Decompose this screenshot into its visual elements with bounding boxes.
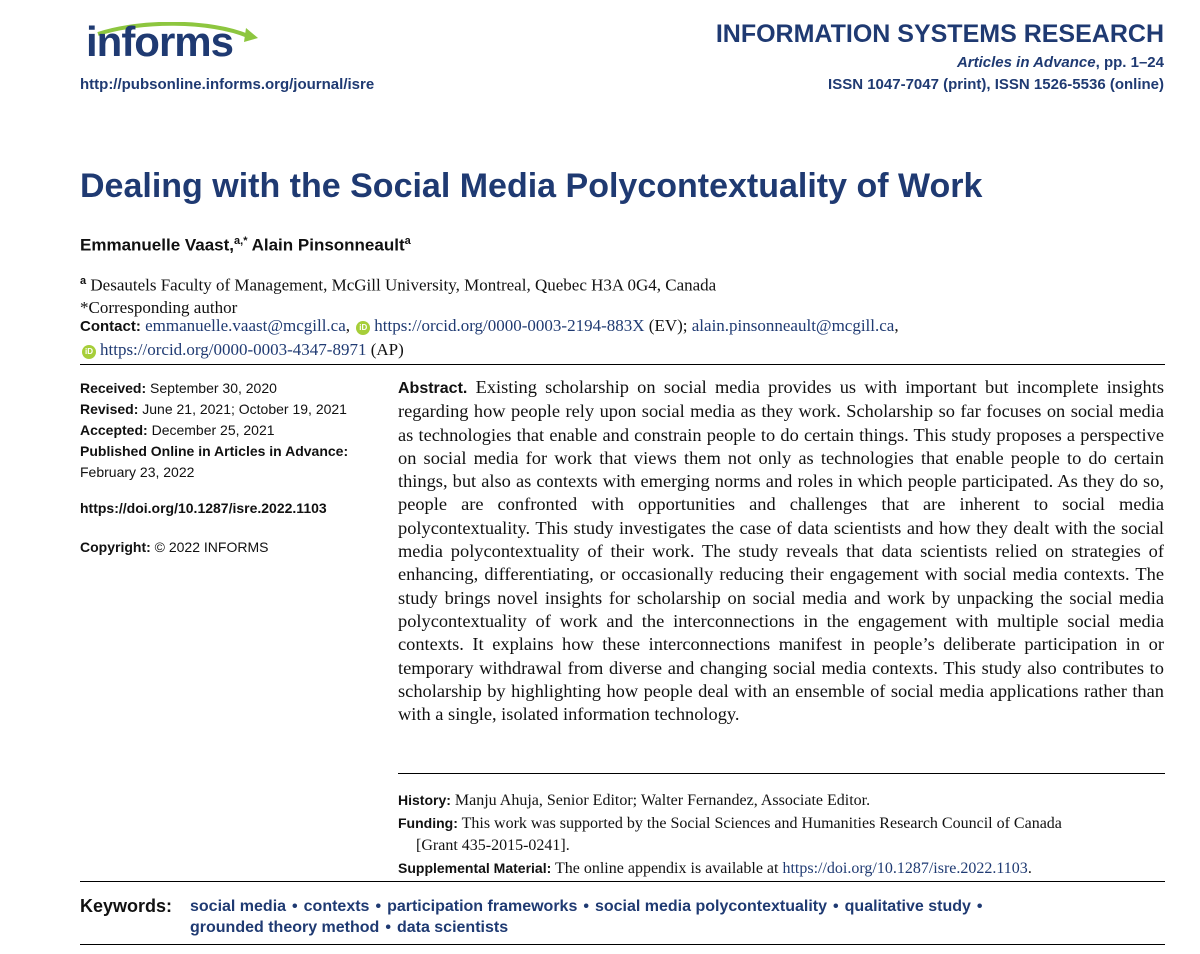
journal-url-link[interactable]: http://pubsonline.informs.org/journal/isre [80, 76, 375, 93]
informs-logo [80, 18, 260, 72]
abstract [398, 376, 1164, 726]
history-text: Manju Ahuja, Senior Editor; Walter Fernandez, Associate Editor. [454, 792, 871, 809]
keyword[interactable]: contexts [303, 898, 370, 915]
bullet-icon: • [385, 919, 391, 936]
publication-history [80, 378, 370, 483]
affiliation-sup: a [80, 275, 87, 287]
abstract-label: Abstract. [398, 380, 468, 397]
keyword[interactable]: qualitative study [844, 898, 971, 915]
author-2-sup: a [404, 235, 411, 247]
logo-text: informs [86, 18, 234, 65]
supplemental-text: The online appendix is available at [554, 860, 779, 877]
orcid-tag-1: (EV); [648, 316, 688, 335]
keyword[interactable]: social media polycontextuality [594, 898, 828, 915]
email-link-2[interactable]: alain.pinsonneault@mcgill.ca [691, 316, 895, 335]
keyword[interactable]: social media [190, 898, 287, 915]
divider-keywords-top [80, 881, 1165, 882]
copyright-label: Copyright: [80, 539, 151, 555]
history-label: History: [398, 792, 451, 808]
author-2: Alain Pinsonneault [251, 235, 405, 255]
divider-top [80, 364, 1165, 365]
received-label: Received: [80, 380, 147, 396]
contact-block: Contact: emmanuelle.vaast@mcgill.ca, iD https://orcid.org/0000-0003-2194-883X (EV); alain.pinsonneault@mcgill.ca, iD https://orcid.org/0000-0003-4347-8971 (AP) [80, 316, 899, 359]
doi-link[interactable]: https://doi.org/10.1287/isre.2022.1103 [80, 500, 327, 516]
article-title: Dealing with the Social Media Polycontextuality of Work [80, 167, 983, 205]
funding-label: Funding: [398, 815, 458, 831]
accepted-date: December 25, 2021 [151, 422, 275, 438]
keyword[interactable]: data scientists [396, 919, 509, 936]
editorial-info [398, 789, 1164, 880]
copyright-text: © 2022 INFORMS [154, 539, 269, 555]
journal-name: INFORMATION SYSTEMS RESEARCH [715, 20, 1164, 48]
published-date: February 23, 2022 [80, 464, 195, 480]
divider-bottom [80, 944, 1165, 945]
keywords-list [190, 896, 1000, 938]
author-1: Emmanuelle Vaast, [80, 235, 235, 255]
orcid-link-2[interactable]: https://orcid.org/0000-0003-4347-8971 [100, 340, 367, 359]
author-1-sup: a,* [234, 235, 248, 247]
supplemental-label: Supplemental Material: [398, 860, 552, 876]
published-label: Published Online in Articles in Advance: [80, 443, 349, 459]
revised-label: Revised: [80, 401, 139, 417]
authors [80, 235, 411, 256]
bullet-icon: • [583, 898, 589, 915]
received-date: September 30, 2020 [150, 380, 277, 396]
accepted-label: Accepted: [80, 422, 148, 438]
articles-in-advance: Articles in Advance [956, 54, 1096, 71]
keyword[interactable]: participation frameworks [387, 898, 578, 915]
supplemental-link[interactable]: https://doi.org/10.1287/isre.2022.1103 [782, 860, 1028, 877]
issn: ISSN 1047-7047 (print), ISSN 1526-5536 (online) [828, 76, 1164, 93]
affiliation: Desautels Faculty of Management, McGill University, Montreal, Quebec H3A 0G4, Canada [90, 275, 717, 295]
bullet-icon: • [976, 898, 983, 915]
corresponding-author: *Corresponding author [80, 297, 238, 317]
funding-grant: [Grant 435-2015-0241]. [416, 837, 570, 854]
email-link-1[interactable]: emmanuelle.vaast@mcgill.ca [145, 316, 346, 335]
journal-meta [828, 52, 1164, 96]
keyword[interactable]: grounded theory method [190, 919, 380, 936]
orcid-icon: iD [356, 321, 370, 335]
funding-text: This work was supported by the Social Sciences and Humanities Research Council of Canada [461, 815, 1062, 832]
keywords-label: Keywords: [80, 896, 173, 916]
bullet-icon: • [292, 898, 298, 915]
supplemental-end: . [1027, 860, 1032, 877]
bullet-icon: • [375, 898, 382, 915]
orcid-icon: iD [82, 345, 96, 359]
orcid-link-1[interactable]: https://orcid.org/0000-0003-2194-883X [374, 316, 645, 335]
revised-date: June 21, 2021; October 19, 2021 [142, 401, 347, 417]
affiliation-block [80, 270, 716, 319]
orcid-tag-2: (AP) [370, 340, 404, 359]
divider-abstract [398, 773, 1165, 774]
copyright [80, 539, 268, 555]
bullet-icon: • [833, 898, 839, 915]
contact-label: Contact: [80, 318, 141, 335]
pages: , pp. 1–24 [1095, 54, 1164, 71]
abstract-text: Existing scholarship on social media provides us with important but incomplete insights regarding how people rely upon social media as they work. Scholarship so far focuses on social media as technologies that enable and constrain people to do certain things. This study proposes a perspective on social media for work that views them not only as technologies that enable people to do certain things, but also as contexts with emerging norms and roles in which people participated. As they do so, people are confronted with opportunities and challenges that are inherent to social media polycontextuality. This study investigates the case of data scientists and how they dealt with the social media polycontextuality of their work. The study reveals that data scientists relied on strategies of enhancing, differentiating, or occasionally reducing their engagement with social media contexts. The study brings novel insights for scholarship on social media and work by unpacking the social media polycontextuality of work and the interconnections in the engagement with multiple social media contexts. It explains how these interconnections manifest in people’s deliberate participation in or temporary withdrawal from diverse and changing social media contexts. This study also contributes to scholarship by highlighting how people deal with an ensemble of social media applications rather than with a single, isolated information technology. [398, 377, 1164, 725]
